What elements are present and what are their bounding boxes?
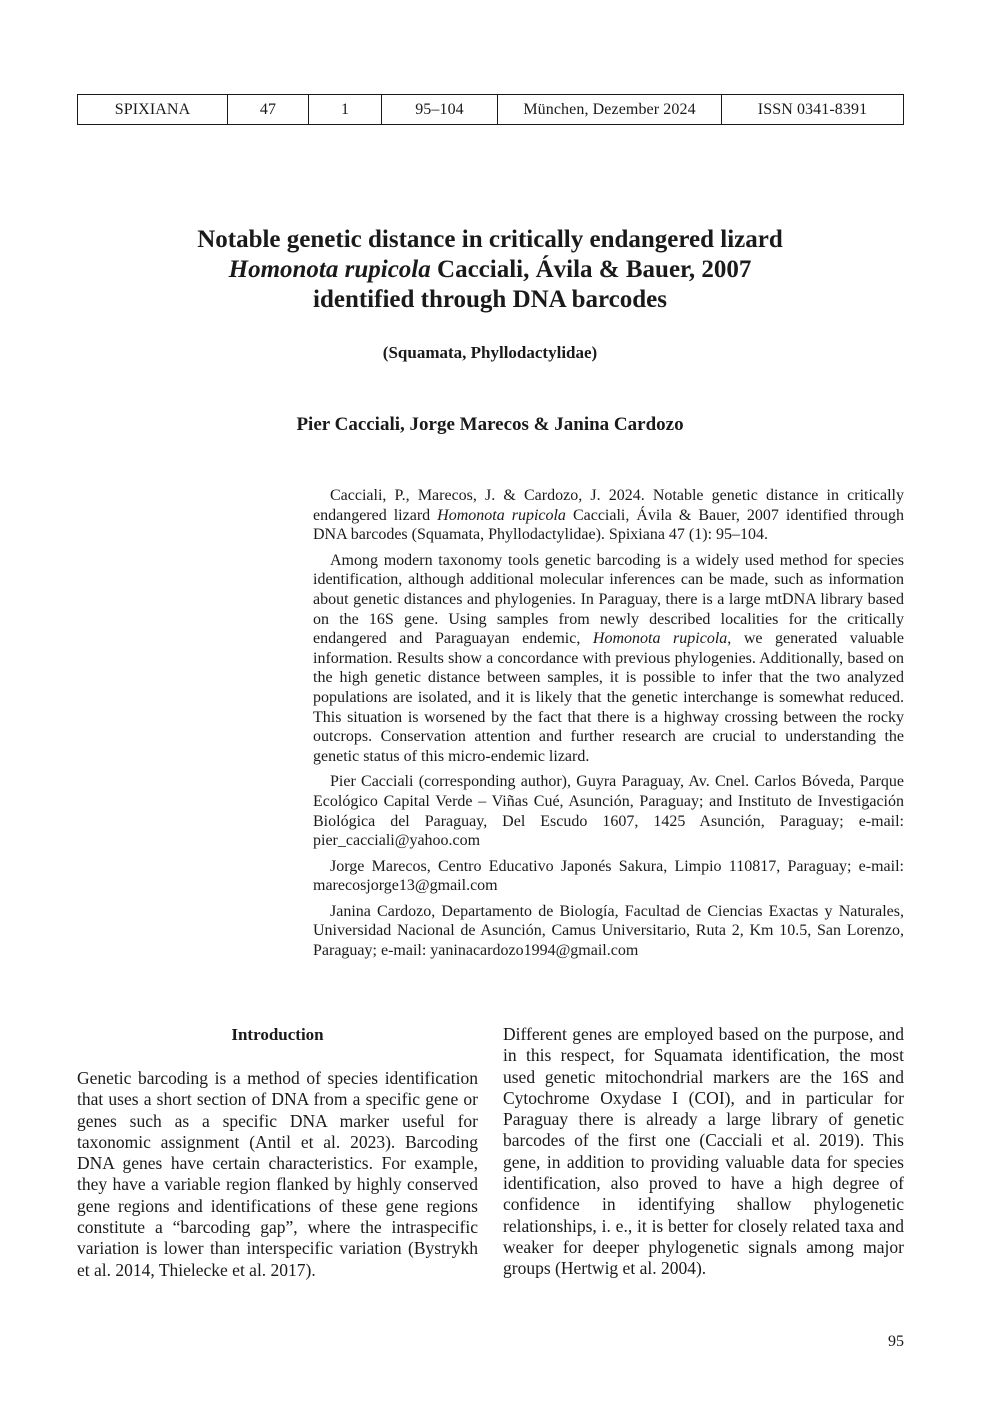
journal-name: SPIXIANA — [78, 95, 228, 125]
intro-paragraph-right: Different genes are employed based on the purpose, and in this respect, for Squamata identification, the most used genetic mitochondrial markers are the 16S and Cytochrome Oxydase I (COI), and in particular for Paraguay there is already a large library of genetic barcodes of the first one (Cacciali et al. 2019). This gene, in addition to providing valuable data for species identification, also proved to have a high degree of confidence in identifying shallow phylogenetic relationships, i. e., it is better for closely related taxa and weaker for deeper phylogenetic signals among major groups (Hertwig et al. 2004). — [503, 1024, 904, 1279]
citation-paragraph — [313, 486, 904, 545]
abstract-species: Homonota rupicola — [592, 630, 728, 648]
title-authority: Cacciali, Ávila & Bauer, 2007 — [430, 256, 752, 283]
title-line-3: identified through DNA barcodes — [313, 286, 667, 313]
issue-number: 1 — [309, 95, 382, 125]
issn: ISSN 0341-8391 — [722, 95, 904, 125]
article-subtitle: (Squamata, Phyllodactylidae) — [382, 343, 598, 362]
abstract-paragraph — [313, 551, 904, 767]
affiliation-marecos: Jorge Marecos, Centro Educativo Japonés Sakura, Limpio 110817, Paraguay; e-mail: marecosjorge13@gmail.com — [313, 857, 904, 895]
title-line-2 — [100, 255, 880, 285]
abstract-block — [313, 486, 904, 967]
left-column — [77, 1024, 478, 1281]
right-column — [503, 1024, 904, 1280]
article-title — [100, 225, 880, 315]
title-species-name: Homonota rupicola — [228, 256, 431, 283]
page-range: 95–104 — [382, 95, 498, 125]
citation-text: Cacciali, P., Marecos, J. & Cardozo, J. 2024. Notable genetic distance in critically endangered lizard — [313, 487, 904, 524]
place-date: München, Dezember 2024 — [498, 95, 722, 125]
intro-paragraph-left: Genetic barcoding is a method of species identification that uses a short section of DNA from a specific gene or genes such as a specific DNA marker useful for taxonomic assignment (Antil et al. 2023). Barcoding DNA genes have certain characteristics. For example, they have a variable region flanked by highly conserved gene regions and identifications of these gene regions constitute a “barcoding gap”, where the intraspecific variation is lower than interspecific variation (Bystrykh et al. 2014, Thielecke et al. 2017). — [77, 1068, 478, 1280]
section-heading-introduction: Introduction — [231, 1025, 324, 1044]
citation-text-end: Cacciali, Ávila & Bauer, 2007 identified through DNA barcodes (Squamata, Phyllodactylidae). Spixiana 47 (1): 95–104. — [313, 506, 904, 544]
abstract-text: Among modern taxonomy tools genetic barcoding is a widely used method for species identification, although additional molecular inferences can be made, such as information about genetic distances and phylogenies. In Paraguay, there is a large mtDNA library based on the 16S gene. Using samples from newly described localities for the critically endangered and Paraguayan endemic, — [313, 551, 904, 648]
volume-number: 47 — [228, 95, 309, 125]
citation-species: Homonota rupicola — [437, 506, 566, 524]
affiliation-cacciali: Pier Cacciali (corresponding author), Guyra Paraguay, Av. Cnel. Carlos Bóveda, Parque Ecológico Capital Verde – Viñas Cué, Asunción, Paraguay; and Instituto de Investigación Biológica del Paraguay, Del Escudo 1607, 1425 Asunción, Paraguay; e-mail: pier_cacciali@yahoo.com — [313, 773, 904, 850]
author-list: Pier Cacciali, Jorge Marecos & Janina Cardozo — [296, 414, 684, 435]
title-line-1: Notable genetic distance in critically endangered lizard — [197, 226, 783, 253]
abstract-text-end: , we generated valuable information. Results show a concordance with previous phylogenies. Additionally, based on the high genetic distance between samples, it is possible to infer that the two analyzed populations are isolated, and it is likely that the genetic interchange is somewhat reduced. This situation is worsened by the fact that there is a highway crossing between the rocky outcrops. Conservation attention and further research are crucial to understanding the genetic status of this micro-endemic lizard. — [313, 630, 904, 765]
journal-masthead — [77, 94, 904, 125]
page-number: 95 — [888, 1333, 904, 1350]
affiliation-cardozo: Janina Cardozo, Departamento de Biología, Facultad de Ciencias Exactas y Naturales, Universidad Nacional de Asunción, Camus Universitario, Ruta 2, Km 10.5, San Lorenzo, Paraguay; e-mail: yaninacardozo1994@gmail.com — [313, 902, 904, 960]
